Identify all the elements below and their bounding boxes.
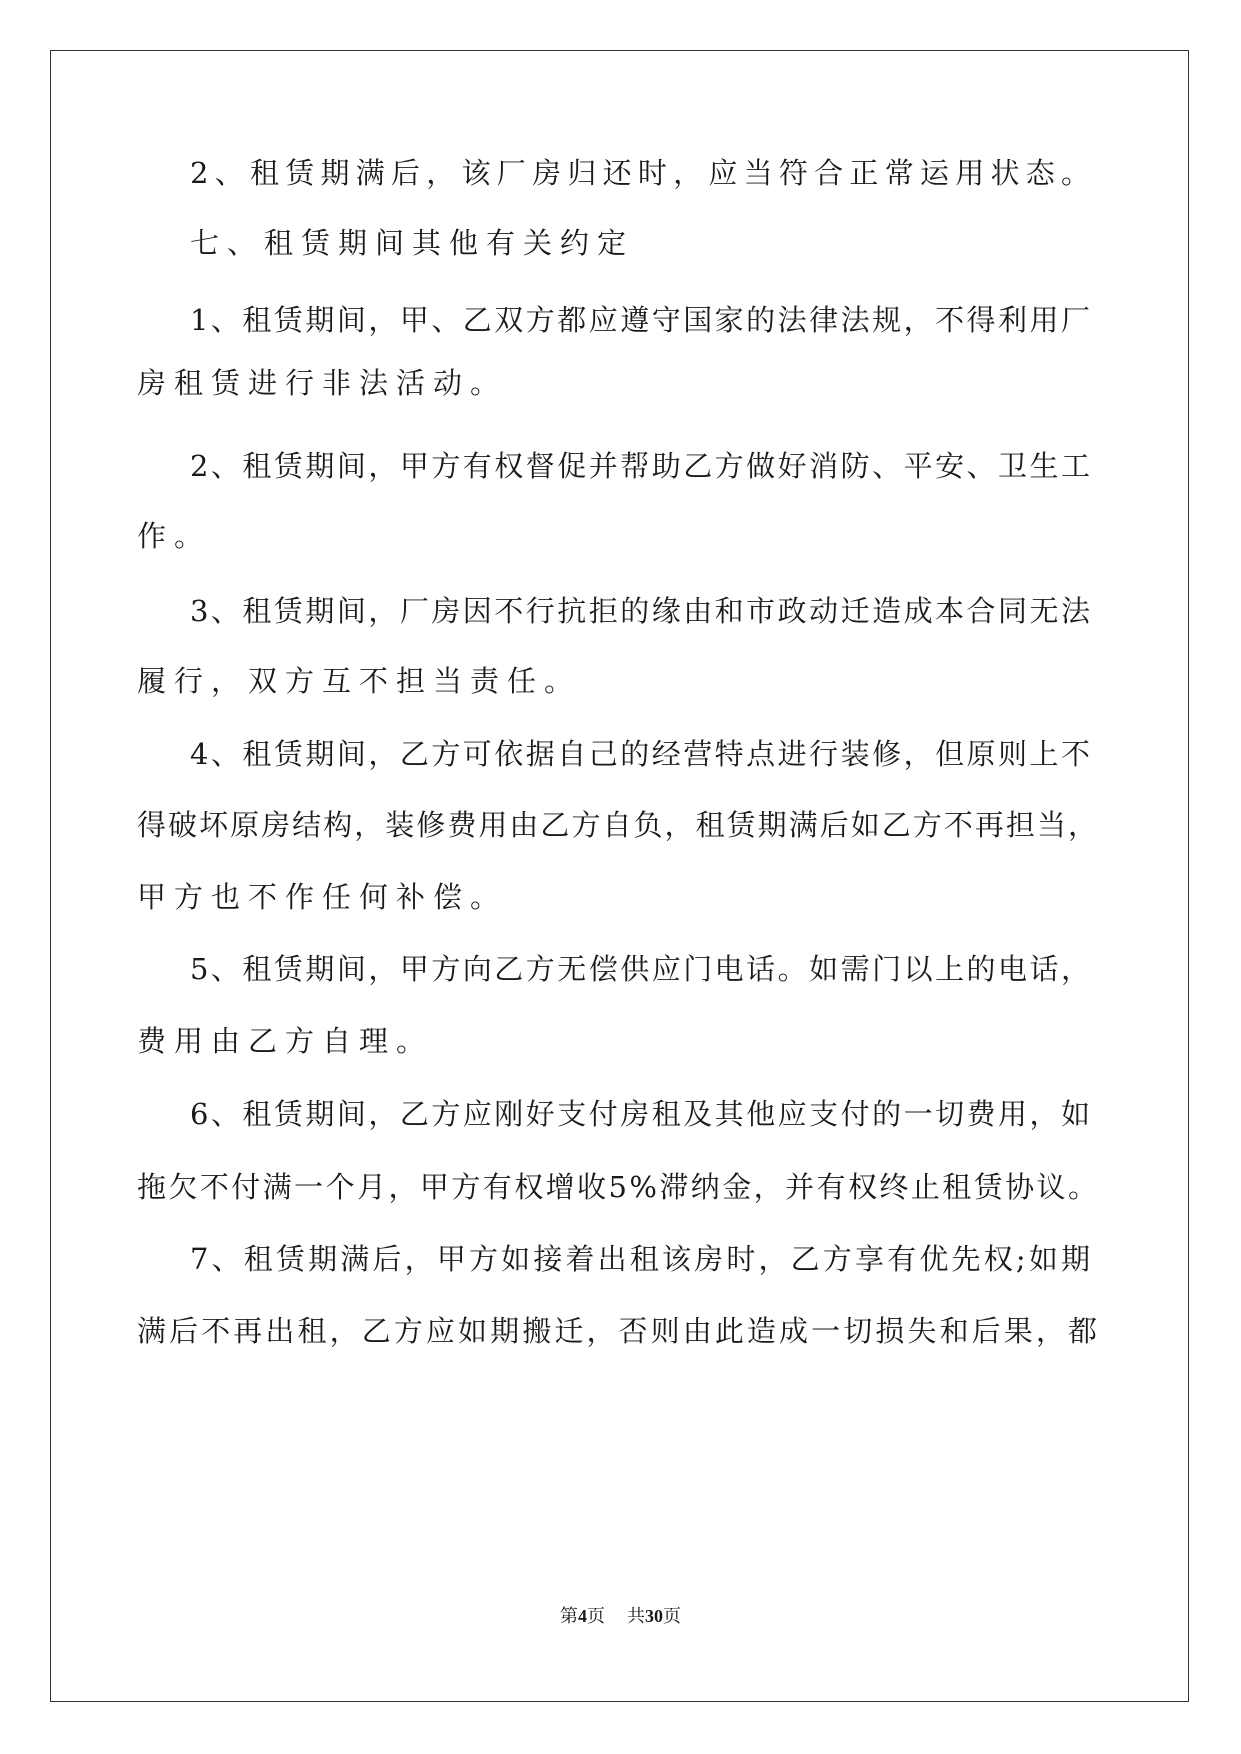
total-prefix: 共 [627,1606,645,1627]
page-footer [0,1604,1241,1629]
paragraph-line: 甲方也不作任何补偿。 [137,880,508,914]
paragraph-line: 3、租赁期间，厂房因不行抗拒的缘由和市政动迁造成本合同无法 [190,594,1093,628]
total-suffix: 页 [663,1606,681,1627]
paragraph-line: 2、租赁期间，甲方有权督促并帮助乙方做好消防、平安、卫生工 [190,449,1093,483]
page-prefix: 第 [560,1606,578,1627]
paragraph-line: 7、租赁期满后，甲方如接着出租该房时，乙方享有优先权;如期 [190,1242,1094,1276]
total-pages: 30 [645,1606,663,1626]
paragraph-line: 4、租赁期间，乙方可依据自己的经营特点进行装修，但原则上不 [190,737,1093,771]
paragraph-line: 1、租赁期间，甲、乙双方都应遵守国家的法律法规，不得利用厂 [190,303,1093,337]
section-heading: 七、租赁期间其他有关约定 [190,226,635,260]
paragraph-line: 得破坏原房结构，装修费用由乙方自负，租赁期满后如乙方不再担当， [137,808,1100,842]
paragraph-line: 作。 [137,519,212,553]
paragraph-line: 履行，双方互不担当责任。 [137,664,582,698]
page-suffix: 页 [587,1606,605,1627]
paragraph-line: 2、租赁期满后，该厂房归还时，应当符合正常运用状态。 [190,156,1097,190]
paragraph-line: 5、租赁期间，甲方向乙方无偿供应门电话。如需门以上的电话， [190,952,1093,986]
paragraph-line: 拖欠不付满一个月，甲方有权增收5%滞纳金，并有权终止租赁协议。 [137,1170,1100,1204]
page-number: 4 [578,1606,587,1626]
paragraph-line: 满后不再出租，乙方应如期搬迁，否则由此造成一切损失和后果，都 [137,1314,1101,1348]
paragraph-line: 6、租赁期间，乙方应刚好支付房租及其他应支付的一切费用，如 [190,1097,1093,1131]
paragraph-line: 房租赁进行非法活动。 [137,366,508,400]
paragraph-line: 费用由乙方自理。 [137,1024,434,1058]
